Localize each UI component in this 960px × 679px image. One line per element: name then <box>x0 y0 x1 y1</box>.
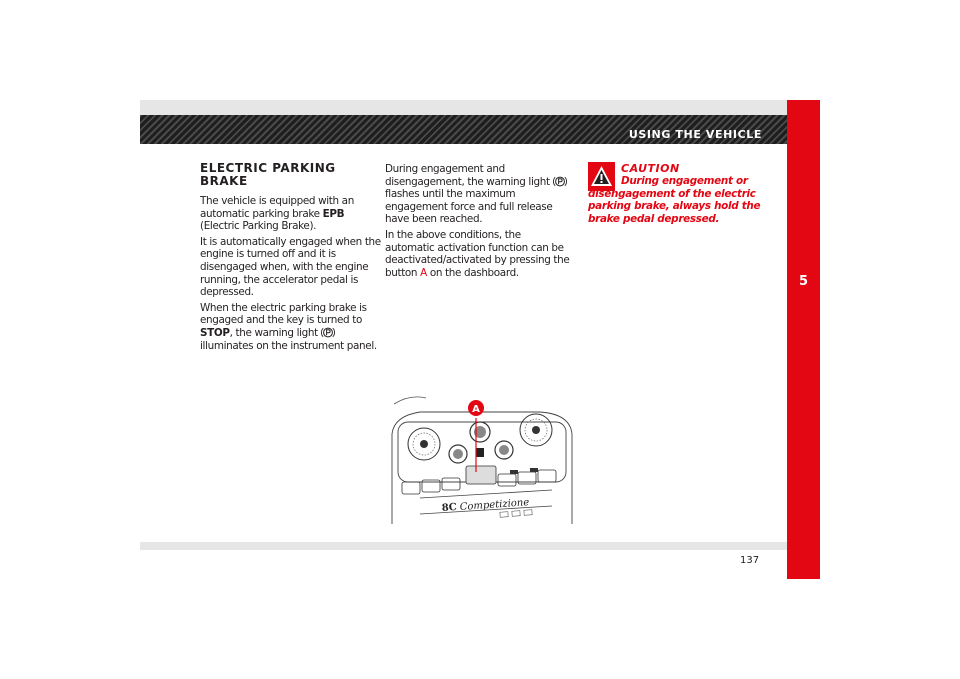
column-middle <box>385 163 573 282</box>
chapter-number: 5 <box>798 274 809 289</box>
parking-brake-warning-light-icon <box>553 176 567 187</box>
caution-title: CAUTION <box>621 162 680 175</box>
top-band <box>140 100 787 115</box>
paragraph: It is automatically engaged when the engine is turned off and it is disengaged when, with the engine running, the accelerator pedal is depressed. <box>200 235 381 299</box>
paragraph: In the above conditions, the automatic activation function can be deactivated/activated by pressing the button A on the dashboard. <box>385 228 570 279</box>
parking-brake-warning-light-icon <box>321 327 335 338</box>
page-number: 137 <box>740 555 760 566</box>
dashboard-illustration <box>380 386 580 526</box>
button-a-reference: A <box>420 266 427 279</box>
bottom-band <box>140 542 787 550</box>
paragraph: During engagement and disengagement, the warning light flashes until the maximum engagement force and full release have been reached. <box>385 163 573 226</box>
model-badge-prefix: 8C <box>441 501 458 514</box>
section-heading: ELECTRIC PARKING BRAKE <box>200 161 336 188</box>
model-badge-script: Competizione <box>459 497 530 513</box>
paragraph: When the electric parking brake is engaged and the key is turned to STOP, the warning light illuminates on the instrument panel. <box>200 301 377 352</box>
callout-label: A <box>472 404 480 415</box>
section-title: USING THE VEHICLE <box>628 128 762 141</box>
caution-text: During engagement or disengagement of the electric parking brake, always hold the brake pedal depressed. <box>588 175 761 225</box>
chapter-tab <box>787 100 820 579</box>
paragraph: The vehicle is equipped with an automatic parking brake EPB (Electric Parking Brake). <box>200 195 354 233</box>
column-left <box>200 162 384 355</box>
